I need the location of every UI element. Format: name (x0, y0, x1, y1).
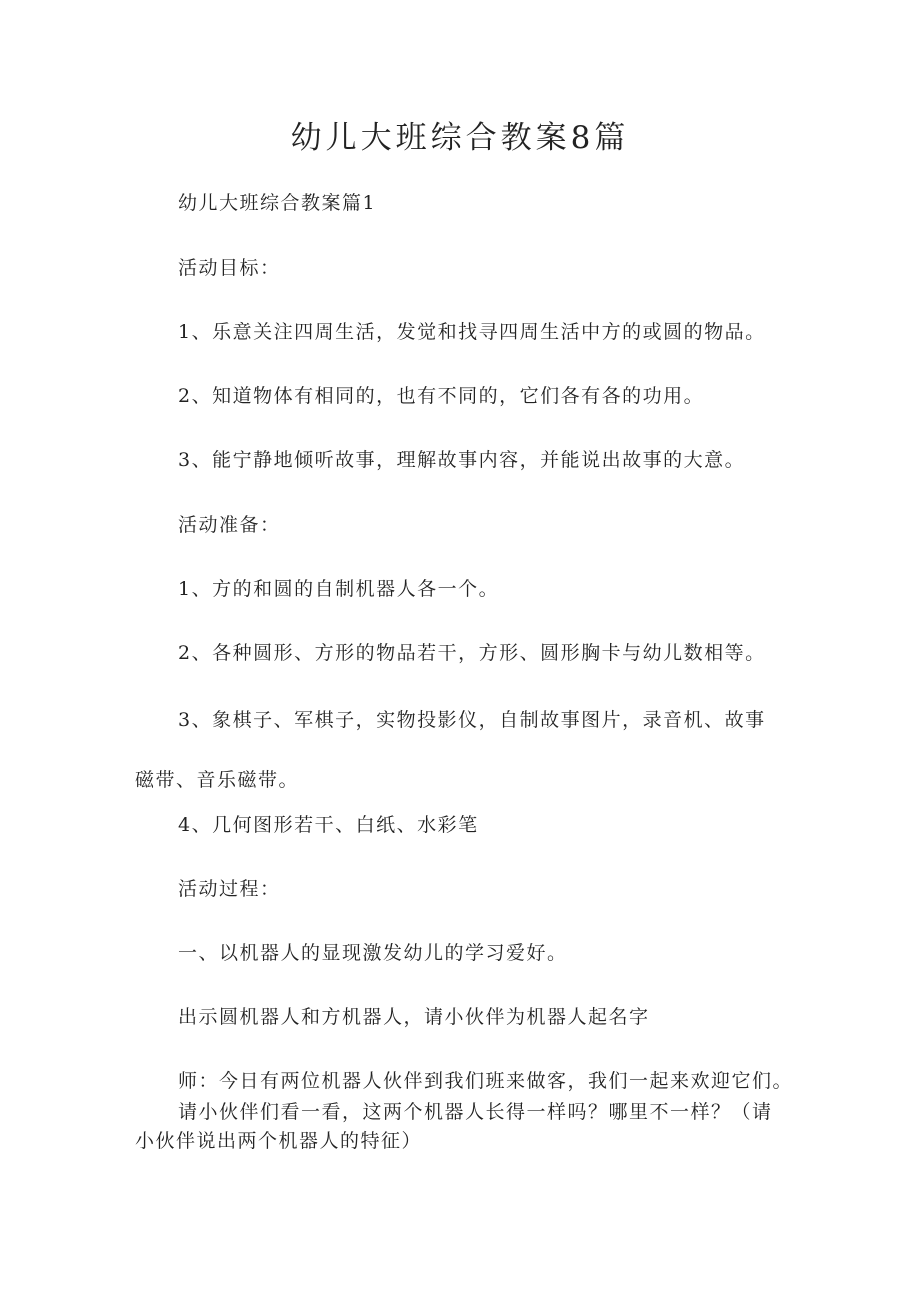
prep-label: 活动准备： (178, 514, 281, 536)
goals-label: 活动目标： (178, 257, 281, 279)
prep-item: 2、各种圆形、方形的物品若干，方形、圆形胸卡与幼儿数相等。 (178, 642, 766, 664)
goal-item: 3、能宁静地倾听故事，理解故事内容，并能说出故事的大意。 (178, 449, 746, 471)
document-title: 幼儿大班综合教案8篇 (290, 120, 630, 156)
prep-item: 4、几何图形若干、白纸、水彩笔 (178, 814, 479, 836)
process-item: 一、以机器人的显现激发幼儿的学习爱好。 (178, 942, 568, 964)
process-label: 活动过程： (178, 878, 281, 900)
prep-item: 3、象棋子、军棋子，实物投影仪，自制故事图片，录音机、故事磁带、音乐磁带。 (135, 709, 766, 791)
goal-item: 1、乐意关注四周生活，发觉和找寻四周生活中方的或圆的物品。 (178, 321, 766, 343)
prep-item: 1、方的和圆的自制机器人各一个。 (178, 578, 500, 600)
goal-item: 2、知道物体有相同的，也有不同的，它们各有各的功用。 (178, 385, 705, 407)
prep-item-wrapped (135, 690, 785, 810)
process-item-wrapped (135, 1098, 785, 1156)
section-heading: 幼儿大班综合教案篇1 (178, 192, 377, 214)
process-item: 出示圆机器人和方机器人，请小伙伴为机器人起名字 (178, 1006, 650, 1028)
process-item: 师：今日有两位机器人伙伴到我们班来做客，我们一起来欢迎它们。 (178, 1070, 794, 1092)
process-item: 请小伙伴们看一看，这两个机器人长得一样吗？哪里不一样？（请小伙伴说出两个机器人的特征） (135, 1101, 773, 1152)
